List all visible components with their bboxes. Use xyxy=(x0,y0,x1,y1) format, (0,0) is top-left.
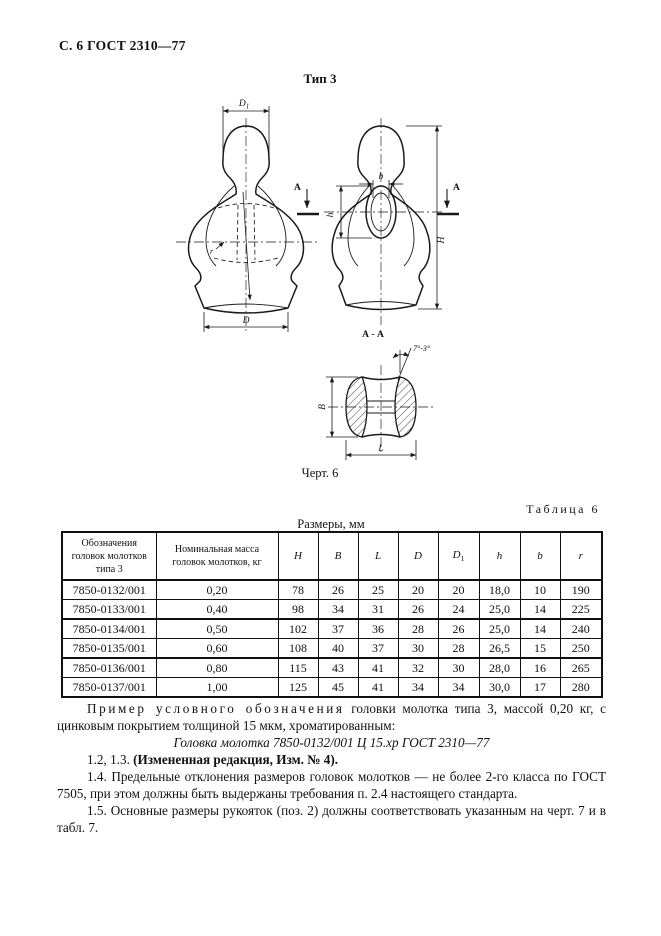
page-header: С. 6 ГОСТ 2310—77 xyxy=(59,38,186,53)
col-header-b: b xyxy=(520,532,560,580)
table-row: 7850-0136/001 0,80 115 43 41 32 30 28,0 16 265 xyxy=(62,658,602,678)
col-header-r: r xyxy=(560,532,602,580)
col-header-D: D xyxy=(398,532,438,580)
section-view-drawing xyxy=(318,330,434,460)
figure-caption: Черт. 6 xyxy=(301,466,339,480)
example-intro-paragraph xyxy=(57,700,606,734)
dim-label-d1: $D_1$ xyxy=(238,99,250,111)
table-row: 7850-0134/001 0,50 102 37 36 28 26 25,0 14 240 xyxy=(62,619,602,639)
table-row: 7850-0133/001 0,40 98 34 31 26 24 25,0 14 225 xyxy=(62,600,602,620)
clause-1-5: 1.5. Основные размеры рукояток (поз. 2) должны соответствовать указанным на черт. 7 и в табл. 7. xyxy=(57,803,606,835)
col-header-D1: $D_1$ xyxy=(438,532,479,580)
table-header-row xyxy=(62,532,602,580)
table-row: 7850-0135/001 0,60 108 40 37 30 28 26,5 15 250 xyxy=(62,639,602,659)
dim-label-width-b: B xyxy=(318,404,328,410)
front-view-drawing xyxy=(176,99,318,334)
section-mark-a-left: А xyxy=(294,183,301,193)
table-title: Размеры, мм xyxy=(297,517,365,531)
dim-label-b: b xyxy=(378,172,384,182)
table-label: Таблица 6 xyxy=(526,502,600,516)
col-header-H: H xyxy=(278,532,318,580)
side-view-drawing xyxy=(324,118,447,325)
table-row: 7850-0137/001 1,00 125 45 41 34 34 30,0 17 280 xyxy=(62,678,602,698)
dim-label-d: D xyxy=(242,316,250,326)
body-text xyxy=(57,700,606,836)
col-header-designation: Обозначения головок молотков типа 3 xyxy=(62,532,156,580)
col-header-B: B xyxy=(318,532,358,580)
dimensions-table xyxy=(61,531,603,698)
example-intro-rest: головки молотка типа 3, массой 0,20 кг, с цинковым покрытием толщиной 15 мкм, хроматированным: xyxy=(57,701,606,733)
col-header-mass: Номинальная масса головок молотков, кг xyxy=(156,532,278,580)
type-label: Тип 3 xyxy=(303,71,337,86)
section-title: А - А xyxy=(362,330,384,340)
dim-label-h: h xyxy=(326,212,336,218)
dim-label-height: H xyxy=(437,236,447,244)
clause-1-4: 1.4. Предельные отклонения размеров головок молотков — не более 2-го класса по ГОСТ 7505, при этом должны быть выдержаны требования п. 2.4 настоящего стандарта. xyxy=(57,769,606,801)
example-intro-spaced: Пример условного обозначения xyxy=(87,701,345,716)
hammer-head-drawing xyxy=(150,90,510,480)
dim-label-length: L xyxy=(378,444,384,454)
section-mark-a-right: А xyxy=(453,183,460,193)
example-designation: Головка молотка 7850-0132/001 Ц 15.хр ГОСТ 2310—77 xyxy=(173,735,490,750)
clause-1-2-1-3: 1.2, 1.3. (Измененная редакция, Изм. № 4). xyxy=(87,752,339,767)
table-row: 7850-0132/001 0,20 78 26 25 20 20 18,0 10 190 xyxy=(62,580,602,600)
radius-label-r: r xyxy=(210,247,214,256)
angle-label: 7°-3° xyxy=(413,344,431,353)
col-header-h: h xyxy=(479,532,520,580)
col-header-L: L xyxy=(358,532,398,580)
